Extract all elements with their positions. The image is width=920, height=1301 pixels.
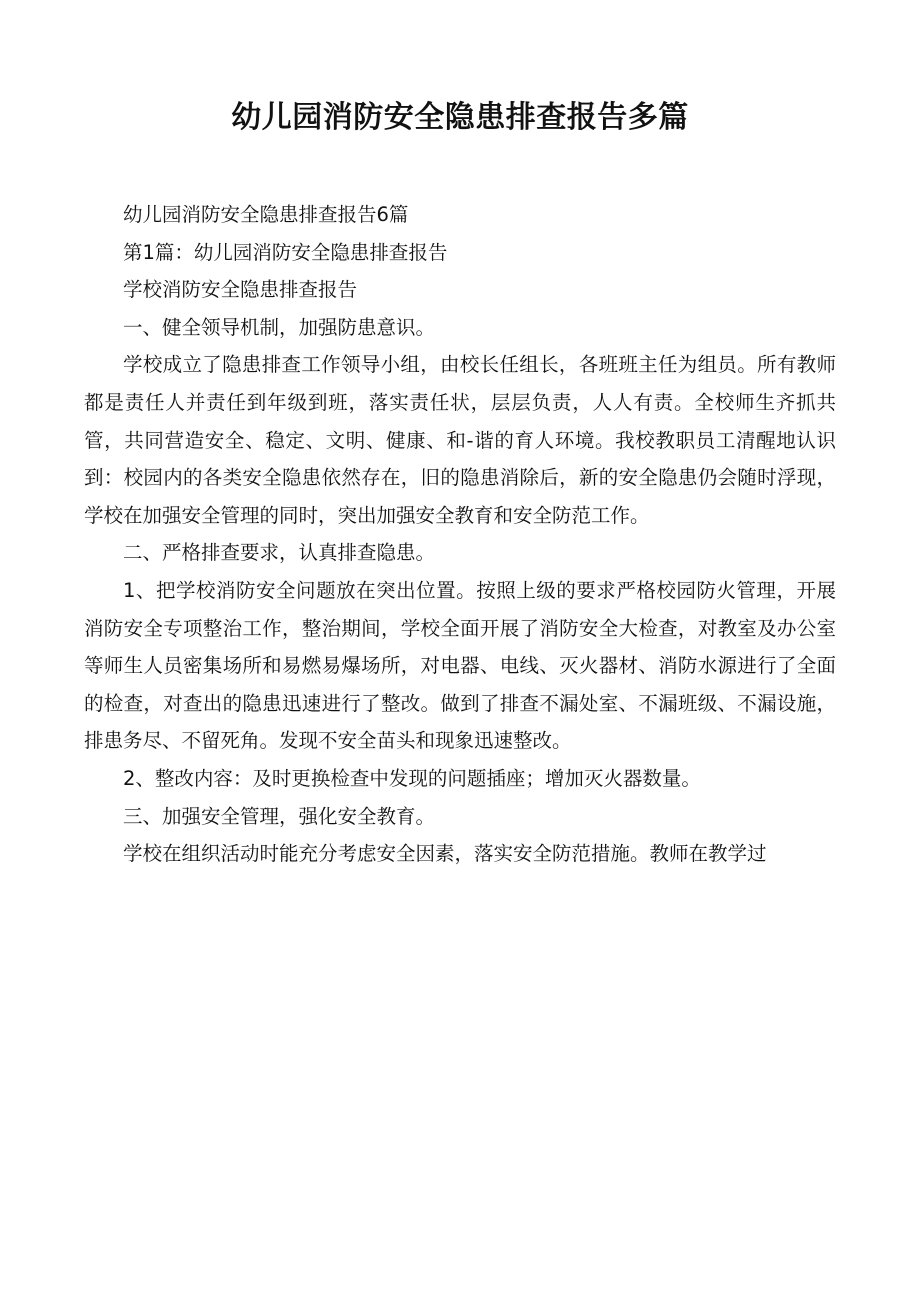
paragraph-body: 2、整改内容：及时更换检查中发现的问题插座；增加灭火器数量。	[123, 766, 701, 790]
paragraph-body: 学校成立了隐患排查工作领导小组，由校长任组长，各班班主任为组员。所有教师都是责任人并责任到年级到班，落实责任状，层层负责，人人有责。全校师生齐抓共管，共同营造安全、稳定、文明、健康、和-谐的育人环境。我校教职员工清醒地认识到：校园内的各类安全隐患依然存在，旧的隐患消除后，新的安全隐患仍会随时浮现，学校在加强安全管理的同时，突出加强安全教育和安全防范工作。	[84, 353, 836, 527]
document-body	[84, 196, 836, 873]
section-heading-2: 二、严格排查要求，认真排查隐患。	[123, 541, 436, 565]
paragraph-part-heading: 第1篇：幼儿园消防安全隐患排查报告	[123, 240, 448, 264]
paragraph-body: 1、把学校消防安全问题放在突出位置。按照上级的要求严格校园防火管理，开展消防安全专项整治工作，整治期间，学校全面开展了消防安全大检查，对教室及办公室等师生人员密集场所和易燃易爆场所，对电器、电线、灭火器材、消防水源进行了全面的检查，对查出的隐患迅速进行了整改。做到了排查不漏处室、不漏班级、不漏设施，排患务尽、不留死角。发现不安全苗头和现象迅速整改。	[84, 578, 836, 753]
section-heading-1: 一、健全领导机制，加强防患意识。	[123, 315, 436, 339]
paragraph-body: 学校在组织活动时能充分考虑安全因素，落实安全防范措施。教师在教学过	[123, 842, 767, 866]
paragraph-subtitle: 幼儿园消防安全隐患排查报告6篇	[123, 203, 409, 226]
paragraph-report-heading: 学校消防安全隐患排查报告	[123, 278, 358, 302]
section-heading-3: 三、加强安全管理，强化安全教育。	[123, 804, 436, 828]
document-title: 幼儿园消防安全隐患排查报告多篇	[231, 100, 689, 135]
